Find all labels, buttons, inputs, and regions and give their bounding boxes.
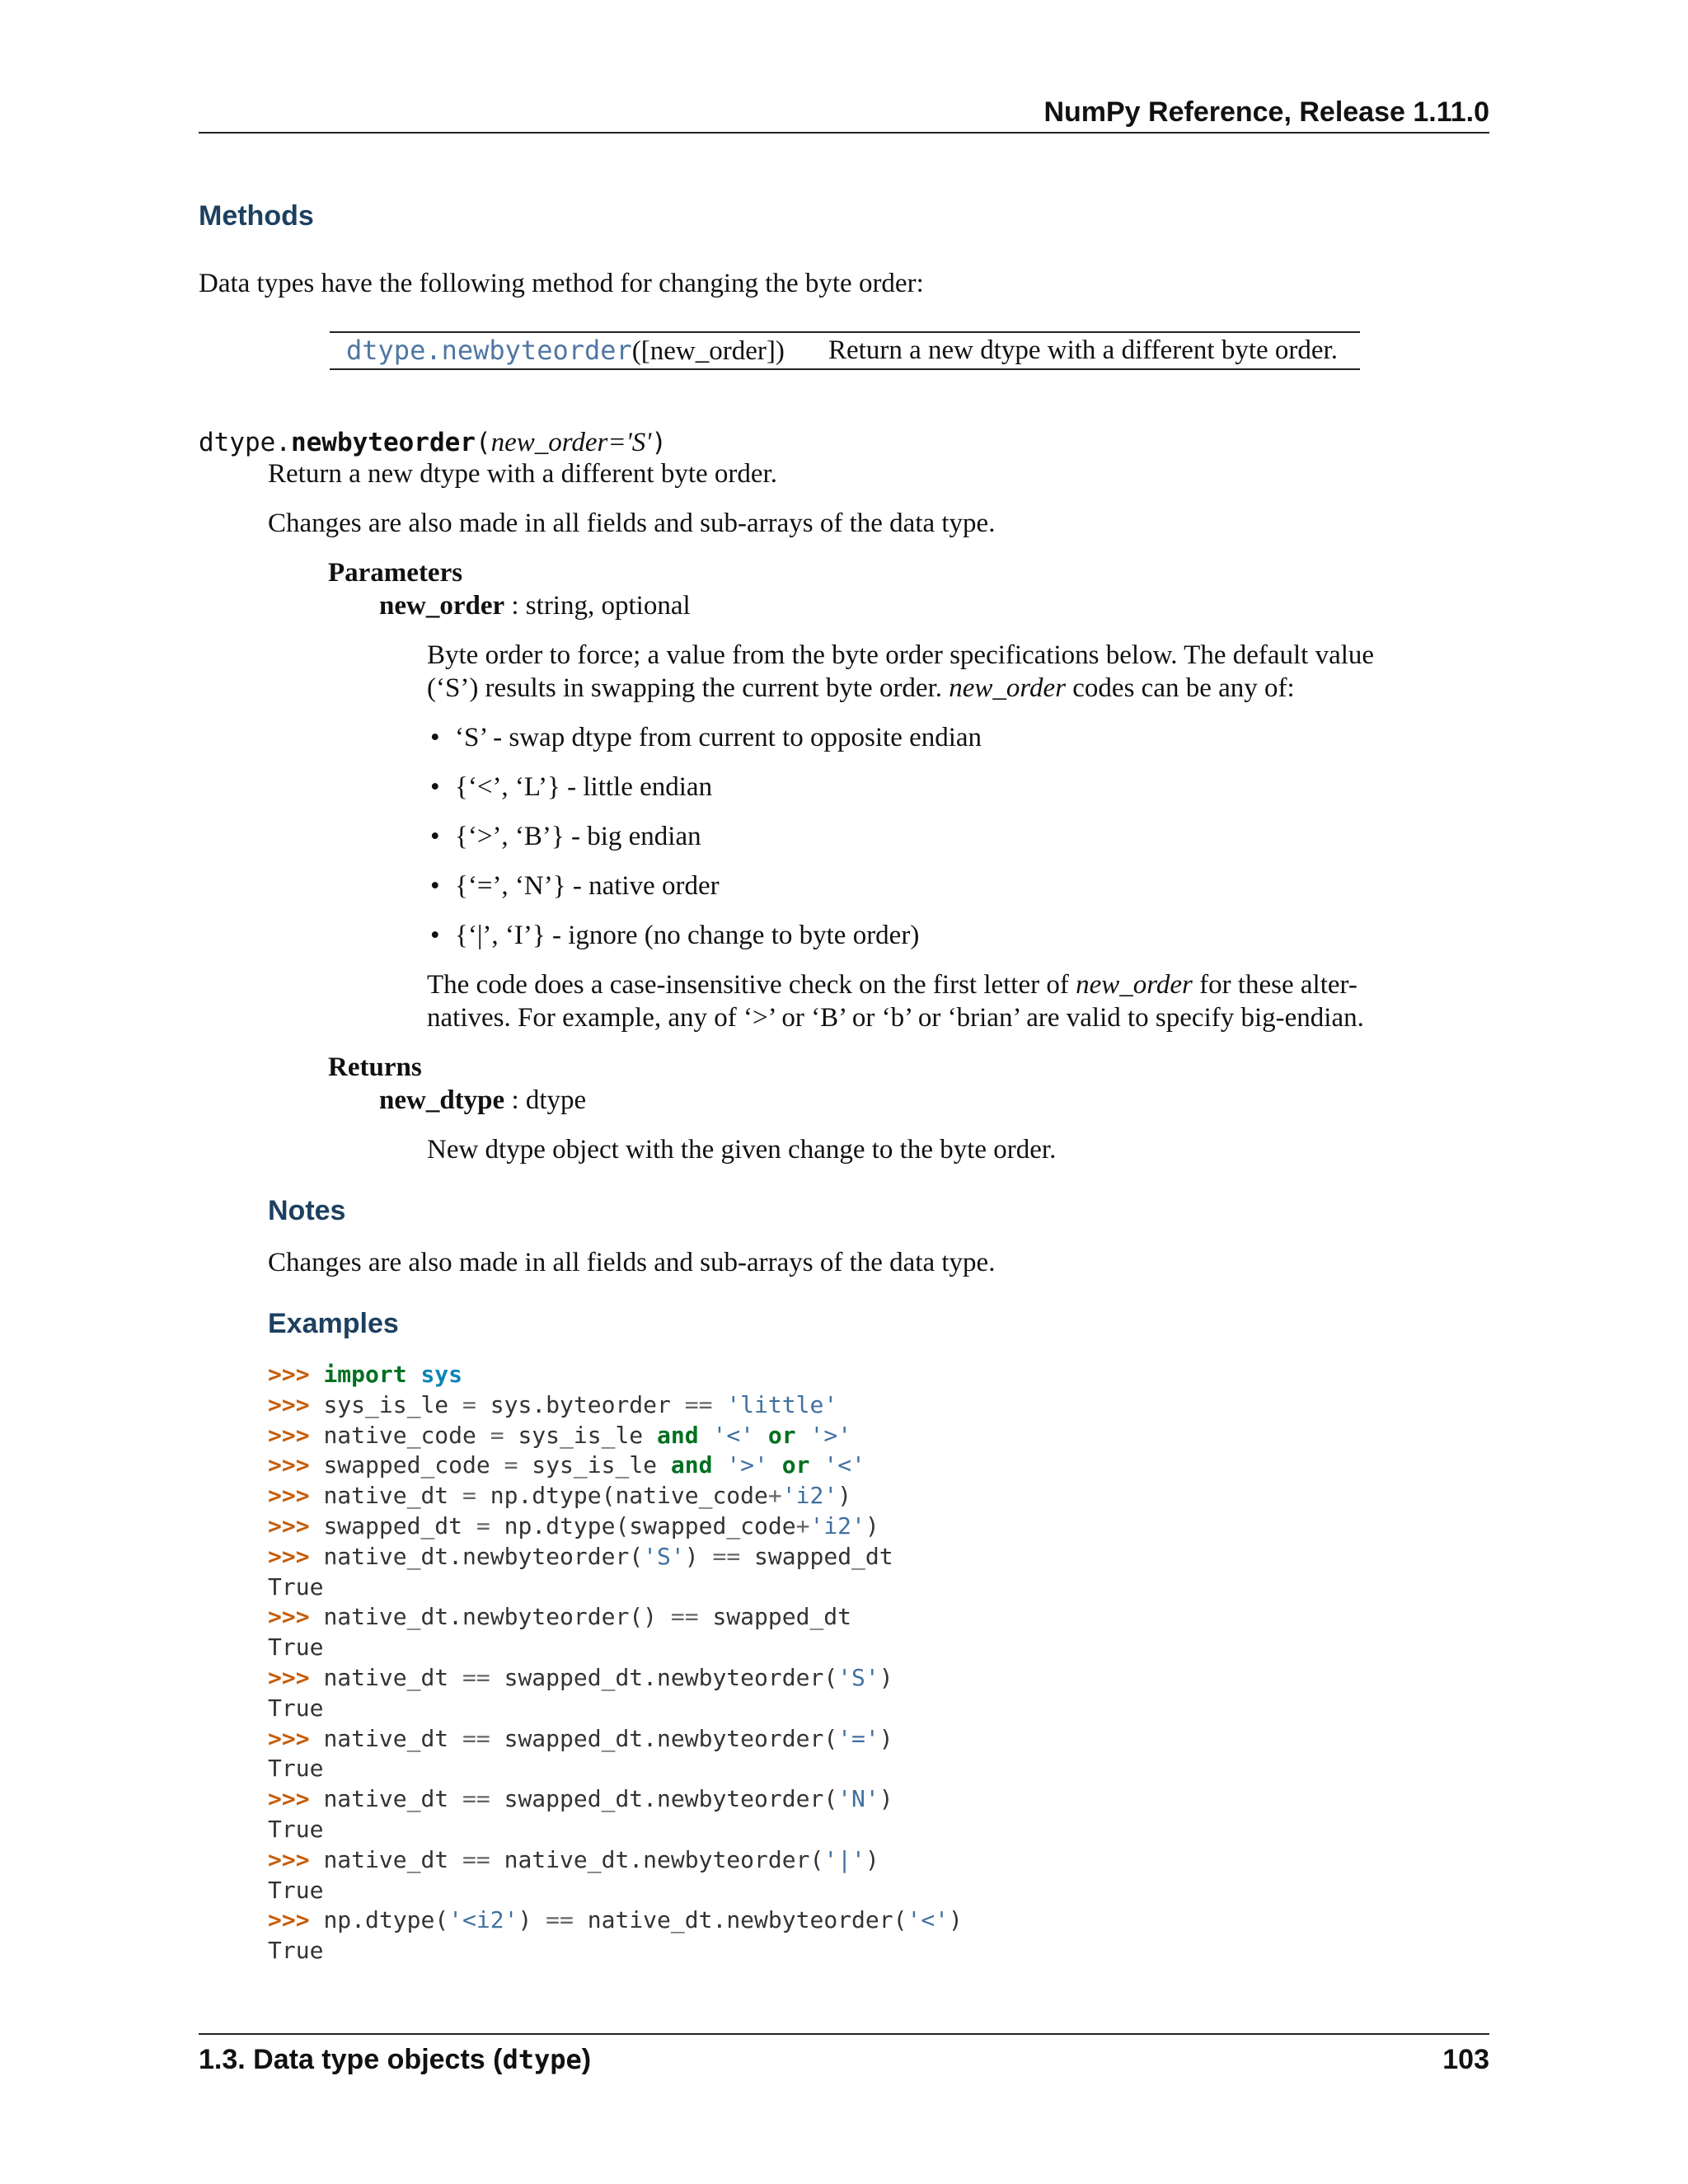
signature-prefix: dtype. (199, 428, 291, 457)
code-line: >>> native_dt.newbyteorder() == swapped_dt (268, 1603, 852, 1631)
code-line: >>> np.dtype('<i2') == native_dt.newbyteorder('<') (268, 1906, 963, 1934)
page-header (199, 92, 1489, 134)
page-number: 103 (1442, 2044, 1489, 2075)
param-type: : string, optional (504, 591, 691, 621)
examples-heading: Examples (268, 1308, 399, 1339)
signature-param: new_order='S' (490, 428, 652, 457)
methods-intro: Data types have the following method for changing the byte order: (199, 269, 924, 298)
notes-text: Changes are also made in all fields and sub-arrays of the data type. (268, 1248, 996, 1277)
code-line: True (268, 1633, 324, 1661)
running-title: NumPy Reference, Release 1.11.0 (1043, 96, 1489, 128)
param-new-order (379, 589, 691, 622)
description-summary: Return a new dtype with a different byte order. (268, 459, 777, 489)
code-example-block (268, 1360, 1488, 1966)
methods-heading: Methods (199, 200, 314, 232)
param-desc-line1: Byte order to force; a value from the byte order specifications below. The default value (427, 640, 1375, 670)
code-line: True (268, 1937, 324, 1965)
page-footer (199, 2033, 1489, 2081)
footer-section: 1.3. Data type objects (dtype) (199, 2044, 592, 2075)
code-line: >>> swapped_dt = np.dtype(swapped_code+'i2') (268, 1511, 879, 1540)
returns-label: Returns (328, 1052, 422, 1082)
return-new-dtype (379, 1084, 586, 1117)
param-note-line1: The code does a case-insensitive check on the first letter of new_order for these alter- (427, 970, 1357, 1000)
code-line: >>> import sys (268, 1361, 463, 1388)
return-desc: New dtype object with the given change to the byte order. (427, 1135, 1057, 1165)
method-summary-table (330, 331, 1360, 370)
code-line: >>> native_dt = np.dtype(native_code+'i2') (268, 1482, 852, 1510)
param-desc-line2: (‘S’) results in swapping the current byte order. new_order codes can be any of: (427, 673, 1295, 703)
code-line: >>> native_dt == native_dt.newbyteorder('|') (268, 1845, 879, 1873)
code-line: >>> native_dt.newbyteorder('S') == swapped_dt (268, 1542, 893, 1570)
code-line: >>> native_dt == swapped_dt.newbyteorder('S') (268, 1663, 893, 1691)
document-page: NumPy Reference, Release 1.11.0 Methods Data types have the following method for changing the byte order: dtype.newbyteorder([new_order]) Return a new dtype with a different byte order. dtype.newbyteorder(new_order='S') Return a new dtype with a different byte order. Changes are also made in all fields and sub-arrays of the data type. Parameters new_order : string, optional Byte order to force; a value from the byte order specifications below. The default value (‘S’) results in swapping the current byte order. new_order codes can be any of: • ‘S’ - swap dtype from current to opposite endian • {‘<’, ‘L’} - little endian • {‘>’, ‘B’} - big endian • {‘=’, ‘N’} - native order • {‘|’, ‘I’} - ignore (no change to byte order) The code does a case-insensitive check on the first letter of new_order for these alter- natives. For example, any of ‘>’ or ‘B’ or ‘b’ or ‘brian’ are valid to specify big-endian. Returns new_dtype : dtype New dtype object with the given change to the byte order. Notes Changes are also made in all fields and sub-arrays of the data type. Examples >>> import sys >>> sys_is_le = sys.byteorder == 'little' >>> native_code = sys_is_le and '<' or '>' >>> swapped_code = sys_is_le and '>' or '<' >>> native_dt = np.dtype(native_code+'i2') >>> swapped_dt = np.dtype(swapped_code+'i2') >>> native_dt.newbyteorder('S') == swapped_dt True >>> native_dt.newbyteorder() == swapped_dt True >>> native_dt == swapped_dt.newbyteorder('S') True >>> native_dt == swapped_dt.newbyteorder('=') True >>> native_dt == swapped_dt.newbyteorder('N') True >>> native_dt == native_dt.newbyteorder('|') True >>> np.dtype('<i2') == native_dt.newbyteorder('<') True 1.3. Data type objects (dtype) 103 (0, 0, 1688, 2184)
code-line: >>> sys_is_le = sys.byteorder == 'little' (268, 1390, 838, 1418)
param-note-line2: natives. For example, any of ‘>’ or ‘B’ or ‘b’ or ‘brian’ are valid to specify big-endian. (427, 1003, 1364, 1033)
code-line: True (268, 1755, 324, 1783)
code-line: True (268, 1876, 324, 1904)
notes-heading: Notes (268, 1195, 346, 1226)
code-line: True (268, 1815, 324, 1843)
code-line: True (268, 1694, 324, 1722)
code-line: True (268, 1572, 324, 1601)
code-line: >>> swapped_code = sys_is_le and '>' or '<' (268, 1451, 865, 1479)
method-signature (199, 424, 667, 461)
parameters-label: Parameters (328, 558, 463, 588)
code-line: >>> native_code = sys_is_le and '<' or '>' (268, 1421, 852, 1449)
code-line: >>> native_dt == swapped_dt.newbyteorder('N') (268, 1785, 893, 1813)
description-detail: Changes are also made in all fields and sub-arrays of the data type. (268, 509, 996, 538)
signature-name: newbyteorder (290, 428, 476, 457)
summary-description: Return a new dtype with a different byte order. (828, 335, 1338, 365)
newbyteorder-link[interactable]: dtype.newbyteorder([new_order]) (346, 335, 785, 366)
param-name: new_order (379, 591, 505, 621)
return-name: new_dtype (379, 1085, 505, 1115)
code-line: >>> native_dt == swapped_dt.newbyteorder('=') (268, 1724, 893, 1752)
summary-args: ([new_order]) (631, 336, 785, 366)
return-type: : dtype (504, 1085, 587, 1115)
signature-open: ( (475, 428, 491, 457)
signature-close: ) (651, 428, 667, 457)
